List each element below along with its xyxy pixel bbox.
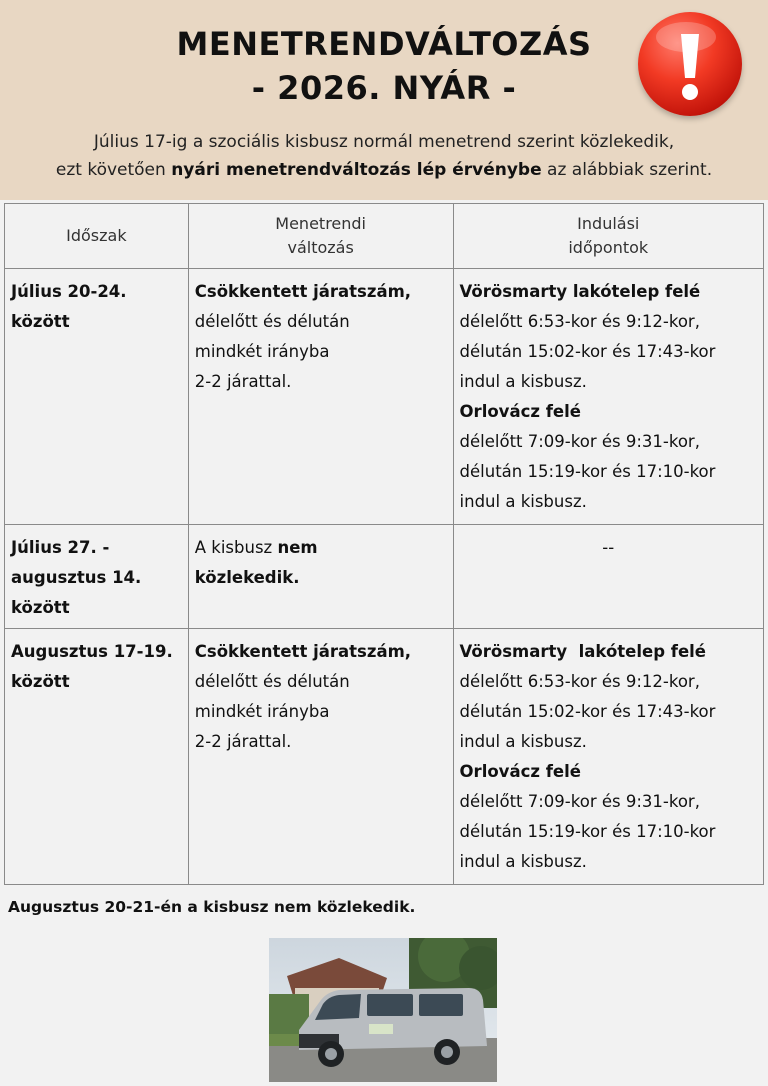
intro-line-2-bold: nyári menetrendváltozás lép érvénybe	[171, 160, 542, 180]
header-banner	[0, 0, 768, 200]
title-line-2: - 2026. NYÁR -	[251, 69, 517, 107]
row2-period: Július 27. - augusztus 14. között	[5, 525, 189, 629]
row3-period: Augusztus 17-19. között	[5, 629, 189, 885]
table-row	[5, 525, 764, 629]
intro-line-2-start: ezt követően	[55, 160, 172, 180]
row3-times: Vörösmarty lakótelep felé délelőtt 6:53-kor és 9:12-kor, délután 15:02-kor és 17:43-kor indul a kisbusz. Orlovácz felé délelőtt 7:09-kor és 9:31-kor, délután 15:19-kor és 17:10-kor indul a kisbusz.	[453, 629, 763, 885]
schedule-table	[4, 203, 764, 885]
intro-line-2-end: az alábbiak szerint.	[541, 160, 713, 180]
minibus-photo	[269, 938, 497, 1082]
intro-line-1: Július 17-ig a szociális kisbusz normál menetrend szerint közlekedik,	[93, 132, 675, 152]
row2-change: A kisbusz nem közlekedik.	[188, 525, 453, 629]
table-row	[5, 269, 764, 525]
title-line-1: MENETRENDVÁLTOZÁS	[176, 25, 592, 63]
row1-period: Július 20-24. között	[5, 269, 189, 525]
intro-text	[0, 128, 768, 184]
header-period: Időszak	[5, 204, 189, 269]
row1-change: Csökkentett járatszám, délelőtt és délután mindkét irányba 2-2 járattal.	[188, 269, 453, 525]
row1-times: Vörösmarty lakótelep felé délelőtt 6:53-kor és 9:12-kor, délután 15:02-kor és 17:43-kor indul a kisbusz. Orlovácz felé délelőtt 7:09-kor és 9:31-kor, délután 15:19-kor és 17:10-kor indul a kisbusz.	[453, 269, 763, 525]
header-change: Menetrendi változás	[188, 204, 453, 269]
row2-times: --	[453, 525, 763, 629]
footnote: Augusztus 20-21-én a kisbusz nem közlekedik.	[8, 898, 416, 916]
header-times: Indulási időpontok	[453, 204, 763, 269]
row3-change: Csökkentett járatszám, délelőtt és délután mindkét irányba 2-2 járattal.	[188, 629, 453, 885]
table-header-row	[5, 204, 764, 269]
intro-line-2	[0, 156, 768, 184]
exclamation-alert-icon	[638, 12, 742, 116]
table-row	[5, 629, 764, 885]
